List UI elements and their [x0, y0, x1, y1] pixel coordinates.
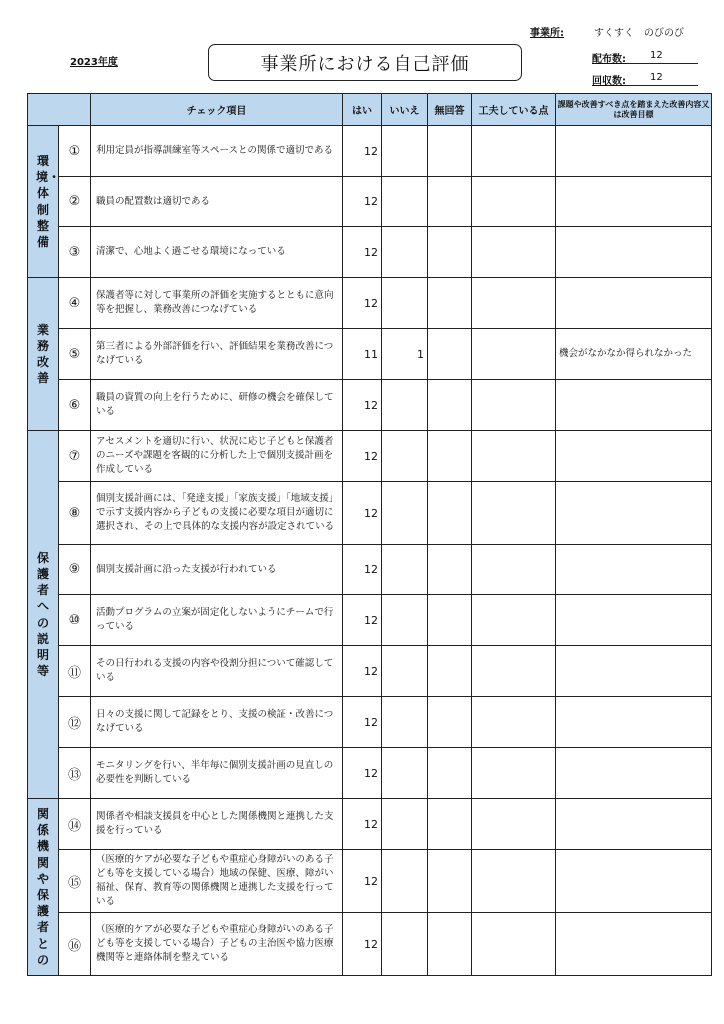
no-answer-count — [428, 799, 472, 850]
distributed-count: 12 — [650, 50, 663, 61]
improvement-cell — [556, 913, 712, 976]
check-item-text: （医療的ケアが必要な子どもや重症心身障がいのある子ども等を支援している場合）子どもの主治医や協力医療機関等と連絡体制を整えている — [91, 913, 343, 976]
improvement-cell — [556, 177, 712, 227]
yes-count: 12 — [343, 799, 382, 850]
efforts-cell — [472, 177, 556, 227]
table-row — [28, 380, 712, 431]
header-no: いいえ — [382, 94, 428, 126]
improvement-cell — [556, 482, 712, 545]
page-title: 事業所における自己評価 — [208, 44, 522, 81]
check-item-text: その日行われる支援の内容や役割分担について確認している — [91, 646, 343, 697]
fiscal-year: 2023年度 — [70, 57, 118, 68]
check-item-text: 個別支援計画に沿った支援が行われている — [91, 545, 343, 595]
no-count — [382, 431, 428, 482]
no-count — [382, 595, 428, 646]
no-answer-count — [428, 748, 472, 799]
yes-count: 12 — [343, 850, 382, 913]
efforts-cell — [472, 431, 556, 482]
efforts-cell — [472, 595, 556, 646]
table-row — [28, 545, 712, 595]
no-answer-count — [428, 646, 472, 697]
efforts-cell — [472, 799, 556, 850]
efforts-cell — [472, 278, 556, 329]
table-row — [28, 850, 712, 913]
no-count — [382, 278, 428, 329]
no-count — [382, 380, 428, 431]
no-answer-count — [428, 227, 472, 278]
row-number: ⑥ — [59, 380, 91, 431]
check-item-text: 日々の支援に関して記録をとり、支援の検証・改善につなげている — [91, 697, 343, 748]
row-number: ⑤ — [59, 329, 91, 380]
row-number: ⑮ — [59, 850, 91, 913]
row-number: ⑯ — [59, 913, 91, 976]
table-row — [28, 278, 712, 329]
table-row — [28, 177, 712, 227]
yes-count: 12 — [343, 126, 382, 177]
efforts-cell — [472, 748, 556, 799]
no-answer-count — [428, 697, 472, 748]
no-count: 1 — [382, 329, 428, 380]
no-answer-count — [428, 431, 472, 482]
row-number: ⑨ — [59, 545, 91, 595]
row-number: ③ — [59, 227, 91, 278]
header-improvement: 課題や改善すべき点を踏まえた改善内容又は改善目標 — [556, 94, 712, 126]
table-row — [28, 126, 712, 177]
efforts-cell — [472, 126, 556, 177]
header-check-item: チェック項目 — [91, 94, 343, 126]
no-answer-count — [428, 380, 472, 431]
table-row — [28, 646, 712, 697]
row-number: ① — [59, 126, 91, 177]
efforts-cell — [472, 850, 556, 913]
improvement-cell — [556, 126, 712, 177]
yes-count: 12 — [343, 748, 382, 799]
yes-count: 12 — [343, 595, 382, 646]
category-environment: 環境・体制整備 — [28, 126, 59, 278]
efforts-cell — [472, 913, 556, 976]
yes-count: 12 — [343, 913, 382, 976]
no-answer-count — [428, 850, 472, 913]
no-answer-count — [428, 545, 472, 595]
row-number: ⑪ — [59, 646, 91, 697]
office-name: すくすく のびのび — [594, 28, 684, 39]
improvement-cell — [556, 697, 712, 748]
row-number: ④ — [59, 278, 91, 329]
check-item-text: 利用定員が指導訓練室等スペースとの関係で適切である — [91, 126, 343, 177]
check-item-text: 清潔で、心地よく過ごせる環境になっている — [91, 227, 343, 278]
improvement-cell — [556, 380, 712, 431]
improvement-cell — [556, 748, 712, 799]
check-item-text: アセスメントを適切に行い、状況に応じ子どもと保護者のニーズや課題を客観的に分析した上で個別支援計画を作成している — [91, 431, 343, 482]
check-item-text: 関係者や相談支援員を中心とした関係機関と連携した支援を行っている — [91, 799, 343, 850]
check-item-text: 職員の資質の向上を行うために、研修の機会を確保している — [91, 380, 343, 431]
improvement-cell — [556, 646, 712, 697]
distributed-label: 配布数: — [592, 54, 626, 65]
no-count — [382, 697, 428, 748]
no-count — [382, 850, 428, 913]
no-count — [382, 545, 428, 595]
no-answer-count — [428, 913, 472, 976]
efforts-cell — [472, 646, 556, 697]
table-row — [28, 697, 712, 748]
yes-count: 12 — [343, 177, 382, 227]
table-header-row — [28, 94, 712, 126]
row-number: ⑩ — [59, 595, 91, 646]
yes-count: 12 — [343, 431, 382, 482]
check-item-text: 保護者等に対して事業所の評価を実施するとともに意向等を把握し、業務改善につなげている — [91, 278, 343, 329]
row-number: ⑫ — [59, 697, 91, 748]
no-answer-count — [428, 177, 472, 227]
yes-count: 11 — [343, 329, 382, 380]
row-number: ⑦ — [59, 431, 91, 482]
no-count — [382, 646, 428, 697]
efforts-cell — [472, 380, 556, 431]
efforts-cell — [472, 545, 556, 595]
office-info — [530, 24, 684, 39]
evaluation-table — [27, 93, 712, 976]
no-count — [382, 799, 428, 850]
table-row — [28, 595, 712, 646]
no-count — [382, 748, 428, 799]
row-number: ⑭ — [59, 799, 91, 850]
yes-count: 12 — [343, 227, 382, 278]
no-answer-count — [428, 595, 472, 646]
yes-count: 12 — [343, 482, 382, 545]
table-row — [28, 748, 712, 799]
no-answer-count — [428, 329, 472, 380]
collected-count-field — [592, 72, 698, 86]
improvement-cell — [556, 850, 712, 913]
check-item-text: 第三者による外部評価を行い、評価結果を業務改善につなげている — [91, 329, 343, 380]
check-item-text: （医療的ケアが必要な子どもや重症心身障がいのある子ども等を支援している場合）地域の保健、医療、障がい福祉、保育、教育等の関係機関と連携した支援を行っている — [91, 850, 343, 913]
no-count — [382, 177, 428, 227]
check-item-text: 個別支援計画には、「発達支援」「家族支援」「地域支援」で示す支援内容から子どもの支援に必要な項目が適切に選択され、その上で具体的な支援内容が設定されている — [91, 482, 343, 545]
yes-count: 12 — [343, 646, 382, 697]
category-business-improvement: 業務改善 — [28, 278, 59, 431]
table-row — [28, 482, 712, 545]
category-guardian-explanation: 保護者への説明等 — [28, 431, 59, 799]
yes-count: 12 — [343, 545, 382, 595]
office-label: 事業所: — [530, 28, 564, 39]
header-no-answer: 無回答 — [428, 94, 472, 126]
row-number: ⑧ — [59, 482, 91, 545]
no-count — [382, 482, 428, 545]
table-row — [28, 799, 712, 850]
improvement-cell — [556, 545, 712, 595]
yes-count: 12 — [343, 697, 382, 748]
distributed-count-field — [592, 50, 698, 64]
header-efforts: 工夫している点 — [472, 94, 556, 126]
improvement-cell — [556, 799, 712, 850]
yes-count: 12 — [343, 380, 382, 431]
efforts-cell — [472, 227, 556, 278]
collected-label: 回収数: — [592, 76, 626, 87]
check-item-text: モニタリングを行い、半年毎に個別支援計画の見直しの必要性を判断している — [91, 748, 343, 799]
no-count — [382, 126, 428, 177]
table-row — [28, 913, 712, 976]
check-item-text: 活動プログラムの立案が固定化しないようにチームで行っている — [91, 595, 343, 646]
efforts-cell — [472, 482, 556, 545]
no-answer-count — [428, 126, 472, 177]
improvement-cell — [556, 431, 712, 482]
category-related-agencies: 関係機関や保護者との — [28, 799, 59, 976]
improvement-cell: 機会がなかなか得られなかった — [556, 329, 712, 380]
no-answer-count — [428, 482, 472, 545]
no-count — [382, 913, 428, 976]
efforts-cell — [472, 329, 556, 380]
improvement-cell — [556, 278, 712, 329]
yes-count: 12 — [343, 278, 382, 329]
no-count — [382, 227, 428, 278]
table-row — [28, 431, 712, 482]
efforts-cell — [472, 697, 556, 748]
improvement-cell — [556, 227, 712, 278]
no-answer-count — [428, 278, 472, 329]
header-yes: はい — [343, 94, 382, 126]
row-number: ② — [59, 177, 91, 227]
table-row — [28, 329, 712, 380]
header-blank — [28, 94, 91, 126]
check-item-text: 職員の配置数は適切である — [91, 177, 343, 227]
row-number: ⑬ — [59, 748, 91, 799]
table-row — [28, 227, 712, 278]
collected-count: 12 — [650, 72, 663, 83]
improvement-cell — [556, 595, 712, 646]
